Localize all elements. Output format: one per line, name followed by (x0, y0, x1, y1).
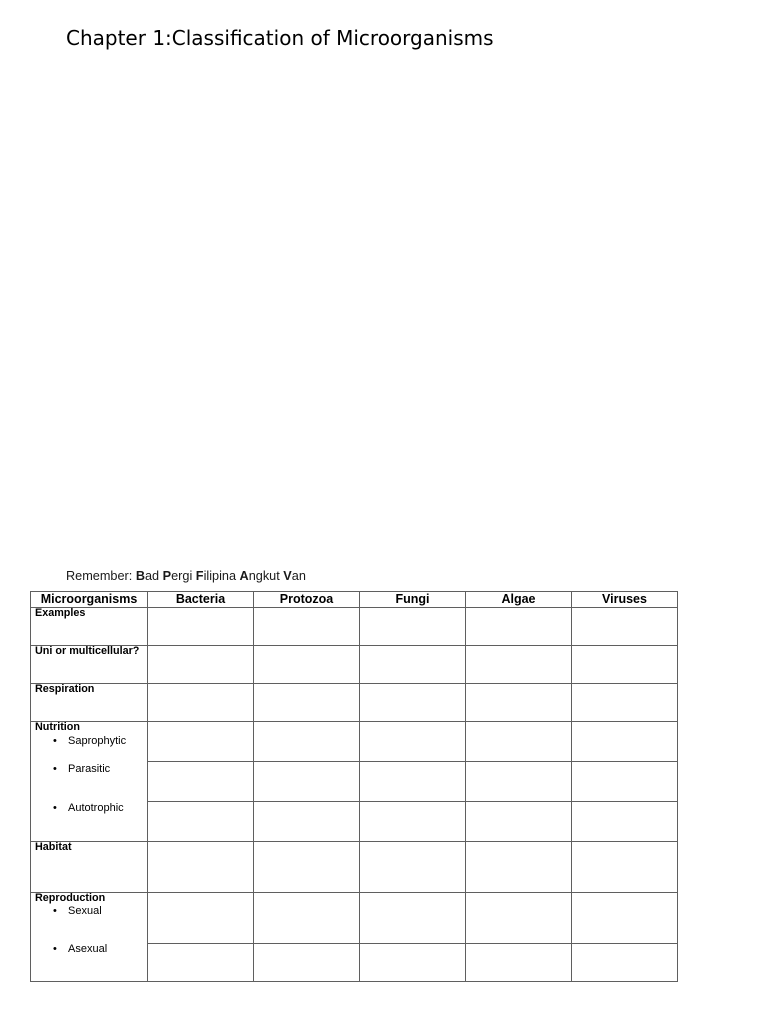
blank-cell-algae (466, 722, 572, 762)
blank-cell-algae (466, 762, 572, 802)
bullet-item-saprophytic: • Saprophytic (68, 735, 126, 748)
blank-cell-bacteria (148, 762, 254, 802)
blank-cell-fungi (360, 944, 466, 982)
bullet-item-parasitic: • Parasitic (68, 763, 110, 776)
blank-cell-fungi (360, 802, 466, 842)
blank-cell-fungi (360, 893, 466, 944)
blank-cell-bacteria (148, 608, 254, 646)
blank-cell-protozoa (254, 608, 360, 646)
blank-cell-algae (466, 646, 572, 684)
column-header-fungi: Fungi (360, 592, 466, 608)
blank-cell-bacteria (148, 802, 254, 842)
column-header-algae: Algae (466, 592, 572, 608)
blank-cell-fungi (360, 646, 466, 684)
blank-cell-protozoa (254, 802, 360, 842)
blank-cell-bacteria (148, 842, 254, 893)
column-header-viruses: Viruses (572, 592, 678, 608)
blank-cell-protozoa (254, 646, 360, 684)
row-label-habitat (31, 842, 148, 893)
blank-cell-viruses (572, 802, 678, 842)
blank-cell-fungi (360, 608, 466, 646)
blank-cell-viruses (572, 684, 678, 722)
blank-cell-fungi (360, 722, 466, 762)
blank-cell-viruses (572, 893, 678, 944)
bullet-item-asexual: • Asexual (68, 943, 107, 956)
blank-cell-protozoa (254, 944, 360, 982)
mnemonic-word-rest: ngkut (248, 569, 280, 583)
bullet-item-autotrophic: • Autotrophic (68, 802, 124, 815)
mnemonic-line (66, 569, 306, 584)
row-label-cellularity (31, 646, 148, 684)
blank-cell-viruses (572, 608, 678, 646)
blank-cell-bacteria (148, 722, 254, 762)
mnemonic-word (163, 569, 193, 583)
chapter-title: Chapter 1:Classification of Microorganisms (66, 26, 494, 50)
blank-cell-algae (466, 608, 572, 646)
blank-cell-bacteria (148, 684, 254, 722)
mnemonic-initial: V (283, 569, 292, 583)
row-label-text: Examples (35, 608, 86, 619)
blank-cell-fungi (360, 842, 466, 893)
blank-cell-algae (466, 893, 572, 944)
blank-cell-viruses (572, 944, 678, 982)
row-label-reproduction (31, 893, 148, 982)
blank-cell-fungi (360, 762, 466, 802)
blank-cell-bacteria (148, 944, 254, 982)
mnemonic-initial: F (195, 569, 204, 583)
mnemonic-word-rest: ergi (171, 569, 193, 583)
blank-cell-viruses (572, 646, 678, 684)
row-label-text: Habitat (35, 842, 72, 853)
bullet-item-sexual: • Sexual (68, 905, 102, 918)
mnemonic-prefix: Remember: (66, 569, 133, 583)
blank-cell-protozoa (254, 722, 360, 762)
row-label-text: Uni or multicellular? (35, 646, 140, 657)
row-label-examples (31, 608, 148, 646)
blank-cell-algae (466, 842, 572, 893)
classification-table (30, 591, 678, 982)
mnemonic-word-rest: an (291, 569, 306, 583)
column-header-bacteria: Bacteria (148, 592, 254, 608)
mnemonic-word (240, 569, 280, 583)
column-header-protozoa: Protozoa (254, 592, 360, 608)
blank-cell-bacteria (148, 893, 254, 944)
row-label-text: Nutrition (35, 722, 80, 733)
blank-cell-protozoa (254, 893, 360, 944)
blank-cell-algae (466, 684, 572, 722)
mnemonic-word-rest: ad (144, 569, 160, 583)
mnemonic-word (283, 569, 306, 583)
mnemonic-word-rest: ilipina (203, 569, 237, 583)
blank-cell-protozoa (254, 842, 360, 893)
blank-cell-viruses (572, 722, 678, 762)
blank-cell-algae (466, 802, 572, 842)
mnemonic-initial: P (162, 569, 172, 583)
blank-cell-bacteria (148, 646, 254, 684)
blank-cell-fungi (360, 684, 466, 722)
column-header-microorganisms: Microorganisms (31, 592, 148, 608)
row-label-text: Reproduction (35, 893, 106, 904)
mnemonic-word (136, 569, 159, 583)
mnemonic-initial: A (239, 569, 249, 583)
blank-cell-protozoa (254, 762, 360, 802)
blank-cell-viruses (572, 842, 678, 893)
row-label-text: Respiration (35, 684, 95, 695)
blank-cell-protozoa (254, 684, 360, 722)
mnemonic-word (196, 569, 236, 583)
mnemonic-initial: B (135, 569, 145, 583)
row-label-nutrition (31, 722, 148, 842)
row-label-respiration (31, 684, 148, 722)
blank-cell-viruses (572, 762, 678, 802)
blank-cell-algae (466, 944, 572, 982)
